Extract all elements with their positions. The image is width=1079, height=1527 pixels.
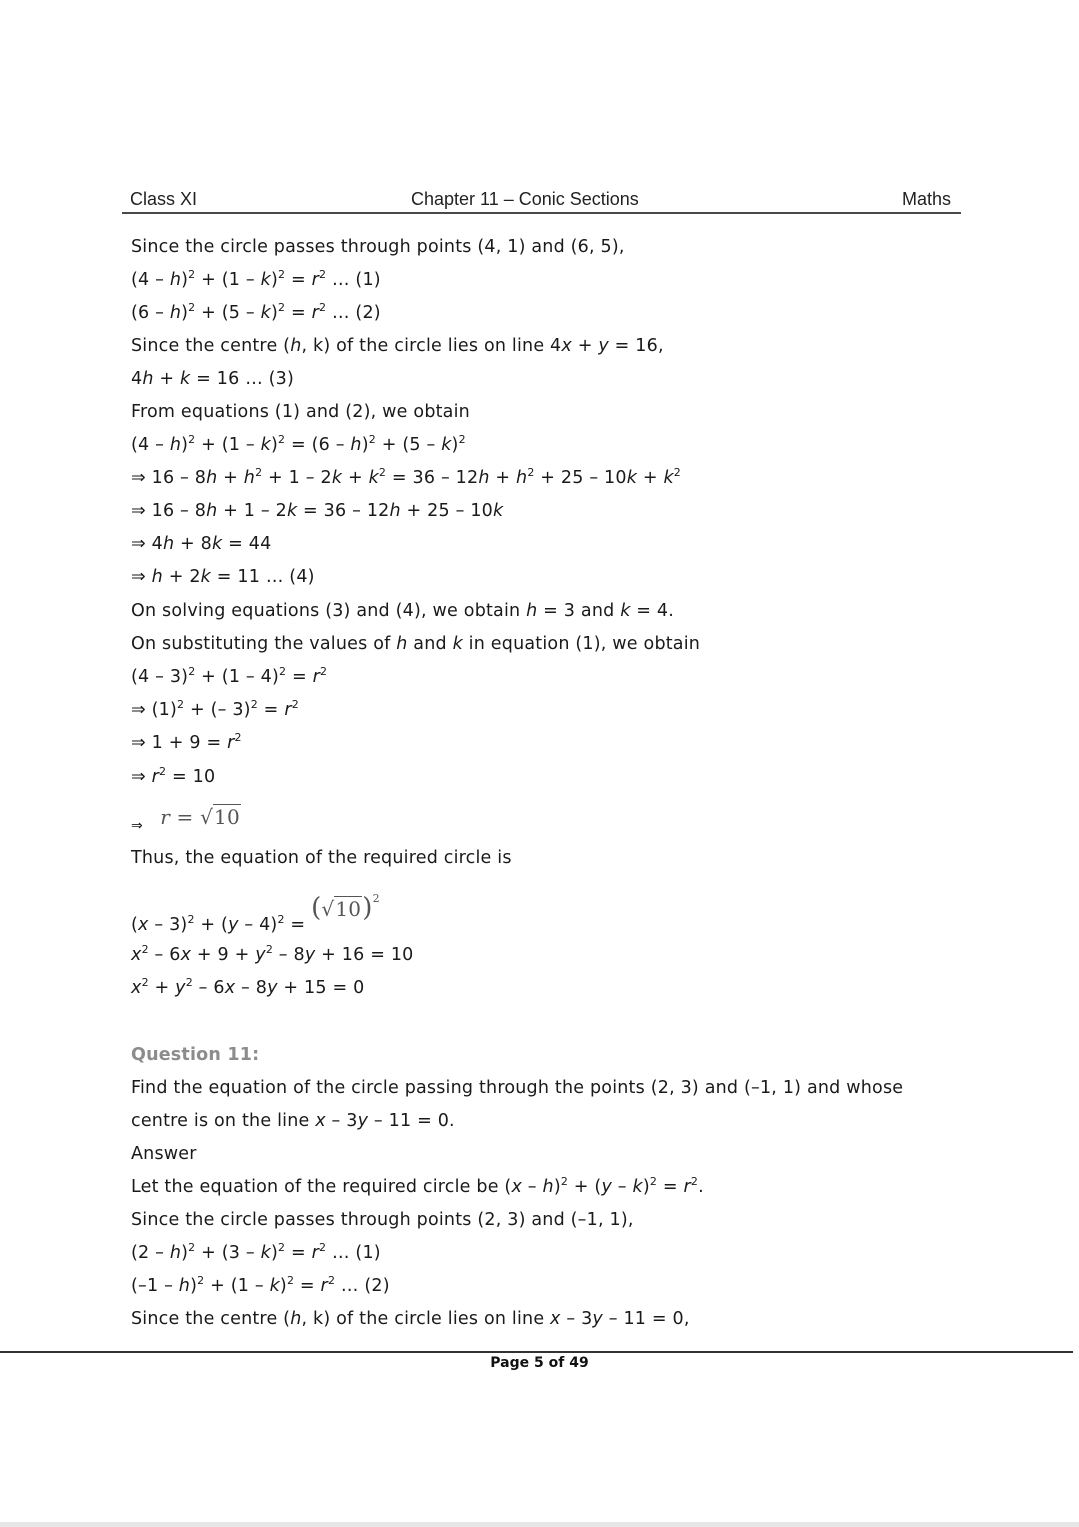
text-line: Since the centre (h, k) of the circle lies on line 4x + y = 16,: [131, 336, 664, 356]
equation-line: 4h + k = 16 … (3): [131, 369, 295, 389]
equation-line: ⇒ $16 - 8h + h^2 + 1 - 2k + k^2 = 36 - 12h + h^2 + 25 - 10k + k^2$: [131, 466, 681, 488]
answer-label: Answer: [131, 1144, 197, 1164]
text-line: On solving equations (3) and (4), we obtain h = 3 and k = 4.: [131, 601, 675, 621]
equation-line: ⇒ $r^2 = 10$: [131, 765, 216, 787]
viewer-bottom-edge: [0, 1522, 1079, 1527]
equation-line: $(4 - h)^2 + (1 - k)^2 = r^2$ … (1): [131, 268, 381, 290]
equation-line: $x^2 + y^2 - 6x - 8y + 15 = 0$: [131, 976, 365, 998]
equation-line: $(-1 - h)^2 + (1 - k)^2 = r^2$ … (2): [131, 1274, 390, 1296]
page-number: Page 5 of 49: [490, 1355, 589, 1371]
page-header: [122, 188, 961, 214]
equation-line: $x^2 - 6x + 9 + y^2 - 8y + 16 = 10$: [131, 943, 414, 965]
equation-line: ⇒ h + 2k = 11 … (4): [131, 567, 315, 587]
equation-line: $(6 - h)^2 + (5 - k)^2 = r^2$ … (2): [131, 301, 381, 323]
chapter-title: Chapter 11 – Conic Sections: [411, 189, 639, 209]
text-line: Since the circle passes through points (4, 1) and (6, 5),: [131, 237, 625, 257]
equation-line: ⇒ $(1)^2$ + (– $3)^2 = r^2$: [131, 698, 299, 720]
question-title: Question 11:: [131, 1045, 260, 1065]
subject-label: Maths: [901, 189, 951, 209]
equation-line: ⇒ 16 – 8h + 1 – 2k = 36 – 12h + 25 – 10k: [131, 501, 504, 521]
footer-divider: [0, 1351, 1073, 1353]
equation-line: $(x - 3)^2 + (y - 4)^2 = (√10)^2$: [131, 892, 380, 935]
text-line: From equations (1) and (2), we obtain: [131, 402, 470, 422]
class-label: Class XI: [130, 189, 198, 209]
equation-line: ⇒ 4h + 8k = 44: [131, 534, 272, 554]
equation-line: $_\Rightarrow$ r = √10: [131, 805, 240, 834]
question-text: Find the equation of the circle passing through the points (2, 3) and (–1, 1) and whose: [131, 1078, 904, 1098]
equation-line: ⇒ $1 + 9 = r^2$: [131, 731, 242, 753]
equation-line: $(4 - 3)^2 + (1 - 4)^2 = r^2$: [131, 665, 328, 687]
text-line: Since the centre (h, k) of the circle lies on line x – 3y – 11 = 0,: [131, 1309, 690, 1329]
text-line: On substituting the values of h and k in equation (1), we obtain: [131, 634, 701, 654]
equation-line: (4 – h)$^2$ + (1 – k)$^2$ = (6 – h)$^2$ + (5 – k)$^2$: [131, 433, 466, 455]
equation-line: $(2 - h)^2 + (3 - k)^2 = r^2$ … (1): [131, 1241, 381, 1263]
text-line: Let the equation of the required circle be $(x - h)^2 + (y - k)^2 = r^2$.: [131, 1175, 704, 1197]
text-line: Thus, the equation of the required circle is: [131, 848, 512, 868]
text-line: Since the circle passes through points (2, 3) and (–1, 1),: [131, 1210, 634, 1230]
question-text: centre is on the line x – 3y – 11 = 0.: [131, 1111, 455, 1131]
